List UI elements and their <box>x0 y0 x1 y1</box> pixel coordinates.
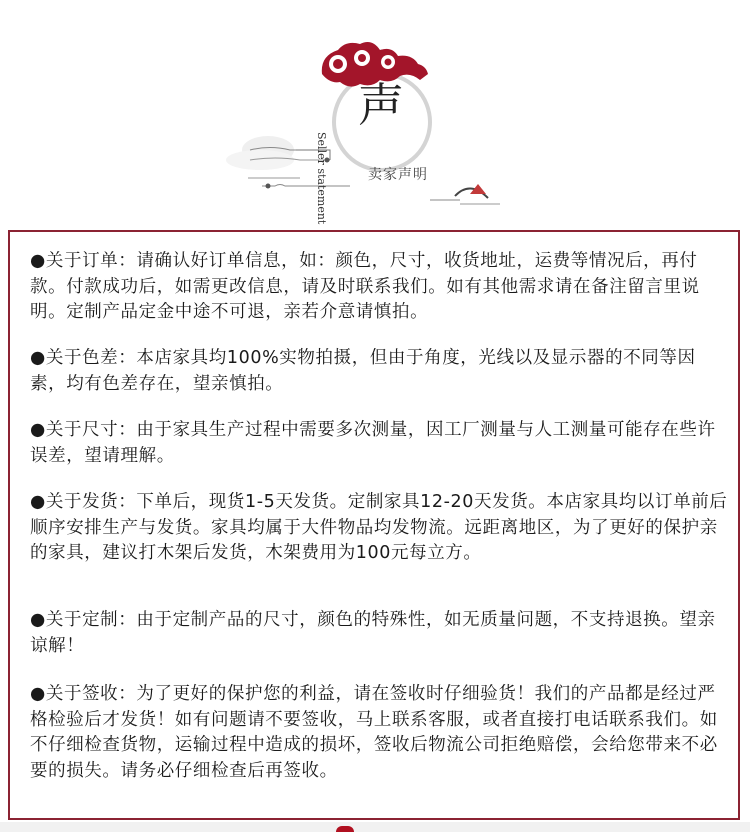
section-custom <box>30 608 728 659</box>
bullet-icon: ● <box>30 348 46 368</box>
section-text: 关于色差：本店家具均100%实物拍摄，但由于角度，光线以及显示器的不同等因素，均有色差存在，望亲慎拍。 <box>30 348 696 394</box>
bullet-icon: ● <box>30 610 46 630</box>
header-banner <box>0 0 750 225</box>
section-order <box>30 249 728 326</box>
section-text: 关于订单：请确认好订单信息，如：颜色，尺寸，收货地址，运费等情况后，再付款。付款成功后，如需更改信息，请及时联系我们。如有其他需求请在备注留言里说明。定制产品定金中途不可退，亲若介意请慎拍。 <box>30 251 700 322</box>
bullet-icon: ● <box>30 684 46 704</box>
section-receipt <box>30 682 728 784</box>
bottom-band <box>0 822 750 832</box>
section-text: 关于定制：由于定制产品的尺寸，颜色的特殊性，如无质量问题，不支持退换。望亲谅解！ <box>30 610 716 656</box>
header-english-label: Seller statement <box>315 132 328 225</box>
section-text: 关于签收：为了更好的保护您的利益，请在签收时仔细验货！我们的产品都是经过严格检验后才发货！如有问题请不要签收，马上联系客服，或者直接打电话联系我们。如不仔细检查货物，运输过程中造成的损坏，签收后物流公司拒绝赔偿，会给您带来不必要的损失。请务必仔细检查后再签收。 <box>30 684 718 781</box>
bottom-red-mark <box>336 826 354 832</box>
header-subtitle: 卖家声明 <box>368 167 428 183</box>
bullet-icon: ● <box>30 251 46 271</box>
bullet-icon: ● <box>30 492 46 512</box>
statement-box <box>8 230 740 820</box>
section-size <box>30 418 728 469</box>
section-color-difference <box>30 346 728 397</box>
header-title-char: 声 <box>358 78 404 132</box>
section-text: 关于尺寸：由于家具生产过程中需要多次测量，因工厂测量与人工测量可能存在些许误差，望请理解。 <box>30 420 716 466</box>
section-shipping <box>30 490 728 567</box>
section-text: 关于发货：下单后，现货1-5天发货。定制家具12-20天发货。本店家具均以订单前后顺序安排生产与发货。家具均属于大件物品均发物流。远距离地区，为了更好的保护亲的家具，建议打木架后发货，木架费用为100元每立方。 <box>30 492 728 563</box>
bullet-icon: ● <box>30 420 46 440</box>
